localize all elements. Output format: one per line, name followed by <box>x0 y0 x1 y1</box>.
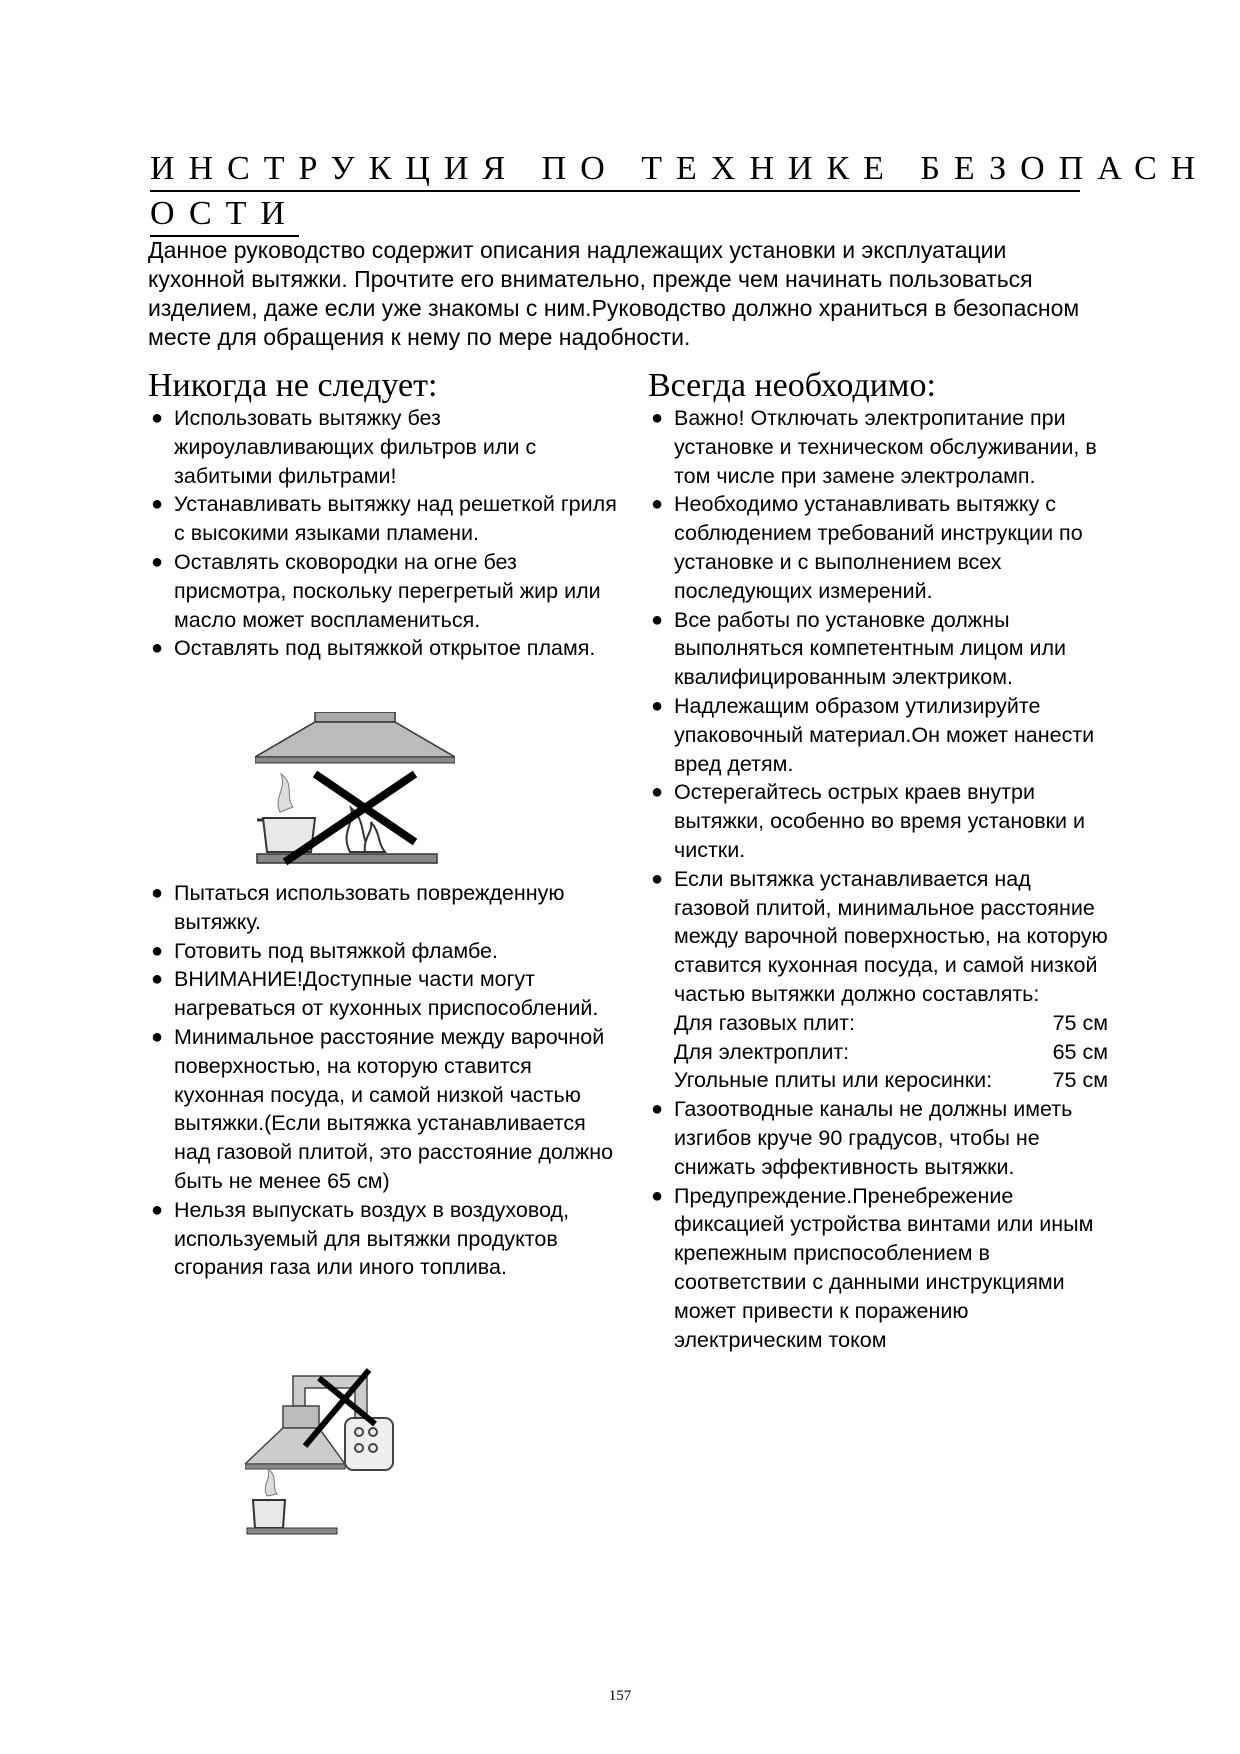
bullet-icon: ● <box>151 637 164 660</box>
bullet-icon: ● <box>151 1025 164 1048</box>
bullet-icon: ● <box>651 1098 664 1121</box>
bullet-icon: ● <box>151 882 164 904</box>
list-item: ● Важно! Отключать электропитание при установке и техническом обслуживании, в том числе при замене электроламп. <box>651 406 1097 488</box>
hood-over-flame-prohibited-icon <box>255 712 455 872</box>
never-list-top <box>148 404 618 663</box>
shared-flue-prohibited-icon <box>245 1368 415 1538</box>
distance-row: Угольные плиты или керосинки: 75 см <box>674 1068 1108 1093</box>
list-item: ● Пытаться использовать поврежденную вытяжку. <box>151 881 565 934</box>
bullet-icon: ● <box>651 608 664 631</box>
page-number: 157 <box>608 1688 632 1704</box>
list-item: ● Нельзя выпускать воздух в воздуховод, используемый для вытяжки продуктов сгорания газа или иного топлива. <box>151 1197 570 1280</box>
list-item: ● Все работы по установке должны выполняться компетентным лицом или квалифицированным электриком. <box>651 607 1067 690</box>
list-item: ● Оставлять сковородки на огне без присмотра, поскольку перегретый жир или масло может воспламениться. <box>151 549 601 632</box>
never-list-bottom <box>148 879 618 1282</box>
list-item: ● Использовать вытяжку без жироулавливающих фильтров или с забитыми фильтрами! <box>151 406 537 488</box>
bullet-icon: ● <box>151 493 164 516</box>
bullet-icon: ● <box>151 1198 164 1221</box>
bullet-icon: ● <box>651 407 664 429</box>
list-item: ● Устанавливать вытяжку над решеткой гриля с высокими языками пламени. <box>151 492 617 546</box>
distance-table <box>648 1009 1108 1095</box>
distance-row: Для газовых плит: 75 см <box>674 1010 1108 1035</box>
bullet-icon: ● <box>151 968 164 991</box>
list-item: ● Если вытяжка устанавливается над газовой плитой, минимальное расстояние между варочной поверхностью, на которую ставится кухонная посуда, и самой низкой частью вытяжки должно составлять: <box>651 866 1108 1006</box>
never-heading: Никогда не следует: <box>148 367 438 404</box>
list-item: ● Минимальное расстояние между варочной поверхностью, на которую ставится кухонная посуда, и самой низкой частью вытяжки.(Если вытяжка устанавливается над газовой плитой, это расстояние должно быть не менее 65 см) <box>151 1024 614 1193</box>
bullet-icon: ● <box>151 407 164 429</box>
bullet-icon: ● <box>651 493 664 516</box>
bullet-icon: ● <box>651 1184 664 1207</box>
bullet-icon: ● <box>651 694 664 717</box>
list-item: ● Остерегайтесь острых краев внутри вытяжки, особенно во время установки и чистки. <box>651 780 1086 862</box>
document-title-line-1: ИНСТРУКЦИЯ ПО ТЕХНИКЕ БЕЗОПАСН <box>150 150 1080 192</box>
list-item: ● Надлежащим образом утилизируйте упаковочный материал.Он может нанести вред детям. <box>651 693 1095 776</box>
list-item: ● Газоотводные каналы не должны иметь изгибов круче 90 градусов, чтобы не снижать эффективность вытяжки. <box>651 1097 1073 1179</box>
always-list <box>648 404 1108 1354</box>
list-item: ● ВНИМАНИЕ!Доступные части могут нагреваться от кухонных приспособлений. <box>151 967 599 1021</box>
list-item: ● Необходимо устанавливать вытяжку с соблюдением требований инструкции по установке и с выполнением всех последующих измерений. <box>651 492 1083 603</box>
bullet-icon: ● <box>651 867 664 890</box>
bullet-icon: ● <box>151 939 164 962</box>
document-title-line-2: ОСТИ <box>150 195 299 237</box>
list-item: ● Предупреждение.Пренебрежение фиксацией устройства винтами или иным крепежным приспособлением в соответствии с данными инструкциями может привести к поражению электрическим током <box>651 1183 1094 1352</box>
always-heading: Всегда необходимо: <box>648 367 936 404</box>
list-item: ● Оставлять под вытяжкой открытое пламя. <box>148 634 618 663</box>
list-item: ● Готовить под вытяжкой фламбе. <box>148 937 618 966</box>
intro-paragraph: Данное руководство содержит описания надлежащих установки и эксплуатации кухонной вытяжки. Прочтите его внимательно, прежде чем начинать пользоваться изделием, даже если уже знакомы с ним.Руководство должно храниться в безопасном месте для обращения к нему по мере надобности. <box>148 237 1080 350</box>
bullet-icon: ● <box>651 781 664 804</box>
bullet-icon: ● <box>151 550 164 573</box>
distance-row: Для электроплит: 65 см <box>674 1039 1108 1064</box>
